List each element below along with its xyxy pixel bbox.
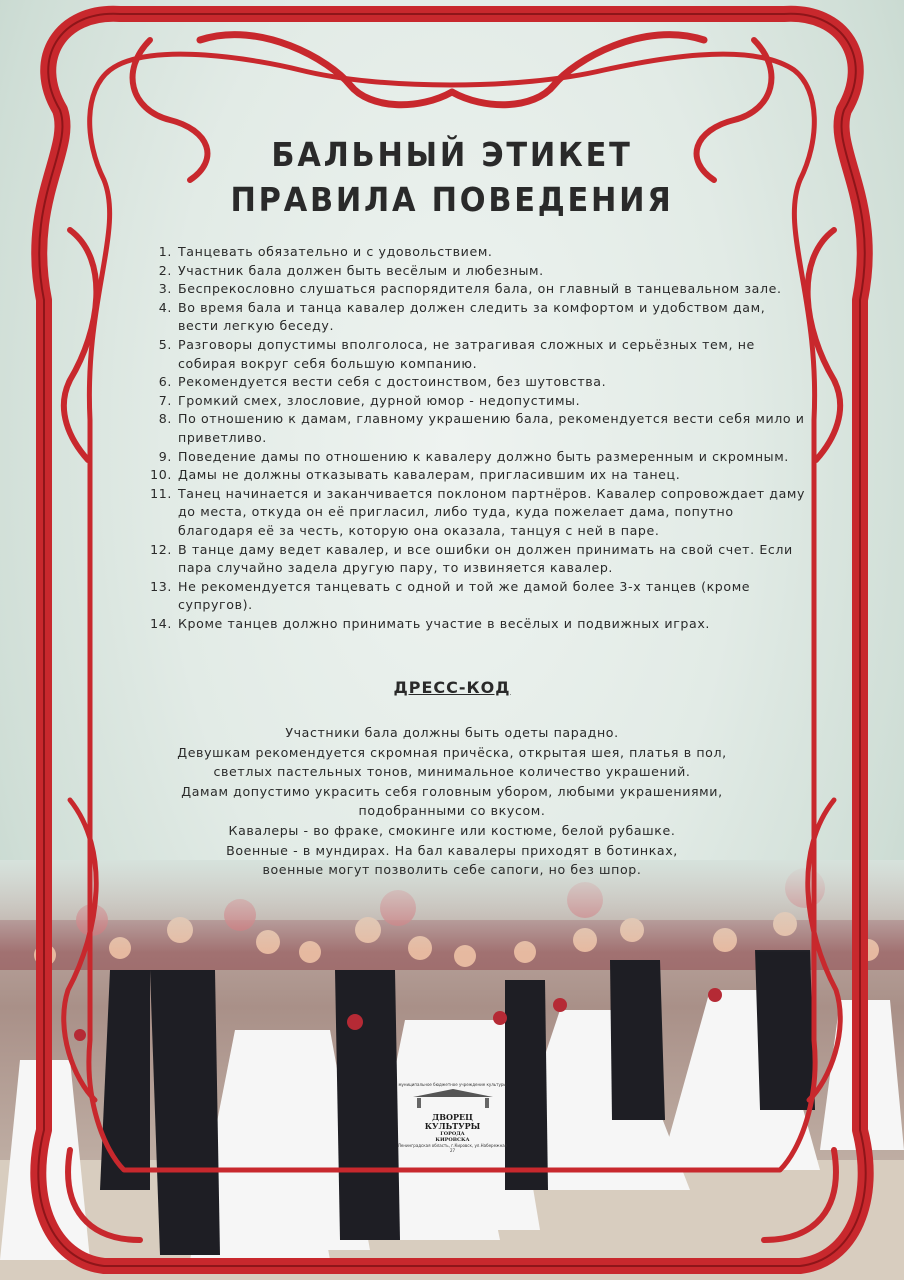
rule-text: Беспрекословно слушаться распорядителя бала, он главный в танцевальном зале. (178, 281, 782, 297)
logo-caption-bottom: Ленинградская область, г.Кировск, ул.Набережная 27 (397, 1143, 508, 1153)
rule-item (140, 485, 810, 541)
palace-of-culture-logo (395, 1082, 510, 1162)
title-line-2: ПРАВИЛА ПОВЕДЕНИЯ (230, 180, 674, 219)
rule-number: 8. (158, 411, 172, 427)
rule-number: 4. (158, 299, 172, 315)
colonnade-icon (403, 1087, 503, 1109)
dress-code-line: Кавалеры - во фраке, смокинге или костюме, белой рубашке. (228, 822, 676, 838)
rule-item (140, 299, 810, 336)
rule-text: Во время бала и танца кавалер должен следить за комфортом и удобством дам, вести легкую беседу. (178, 299, 766, 334)
dress-code-line: Дамам допустимо украсить себя головным убором, любыми украшениями, (181, 783, 723, 799)
dress-code-line: подобранными со вкусом. (358, 803, 546, 819)
dress-code-line: Военные - в мундирах. На бал кавалеры приходят в ботинках, (226, 842, 678, 858)
rule-item (140, 336, 810, 373)
rule-item (140, 615, 810, 634)
dress-code-line: Участники бала должны быть одеты парадно. (285, 725, 619, 740)
rule-number: 9. (158, 448, 172, 464)
rule-item (140, 392, 810, 411)
logo-name-3: ГОРОДА (440, 1131, 465, 1137)
dress-code-line: Девушкам рекомендуется скромная причёска, открытая шея, платья в пол, (177, 744, 727, 760)
rule-number: 14. (150, 615, 172, 631)
rule-item (140, 466, 810, 485)
rule-text: Танец начинается и заканчивается поклоном партнёров. Кавалер сопровождает даму до места, откуда он её пригласил, либо туда, куда пожелает дама, попутно благодаря её за честь, которую она оказала, танцуя с ней в паре. (178, 485, 806, 538)
rule-text: Поведение дамы по отношению к кавалеру должно быть размеренным и скромным. (178, 448, 789, 464)
rule-number: 12. (150, 541, 172, 557)
rule-text: Участник бала должен быть весёлым и любезным. (178, 262, 544, 278)
logo-name-4: КИРОВСКА (435, 1137, 470, 1143)
rule-number: 3. (158, 281, 172, 297)
rule-number: 13. (150, 578, 172, 594)
rule-item (140, 410, 810, 447)
rule-item (140, 280, 810, 299)
rule-item (140, 448, 810, 467)
rule-text: По отношению к дамам, главному украшению бала, рекомендуется вести себя мило и приветливо. (178, 411, 805, 445)
rule-text: Не рекомендуется танцевать с одной и той же дамой более 3-х танцев (кроме супругов). (178, 578, 751, 613)
rule-number: 6. (158, 374, 172, 390)
logo-name-1: ДВОРЕЦ (432, 1112, 473, 1122)
dress-code-text (150, 723, 754, 880)
rule-item (140, 578, 810, 615)
rule-number: 11. (150, 485, 172, 501)
rule-item (140, 262, 810, 281)
title-line-1: БАЛЬНЫЙ ЭТИКЕТ (271, 135, 633, 174)
dress-code-line: военные могут позволить себе сапоги, но без шпор. (262, 862, 642, 878)
rule-text: Дамы не должны отказывать кавалерам, пригласившим их на танец. (178, 467, 681, 483)
rule-item (140, 373, 810, 392)
rule-number: 5. (158, 336, 172, 352)
rule-text: Разговоры допустимы вполголоса, не затрагивая сложных и серьёзных тем, не собирая вокруг себя большую компанию. (178, 336, 755, 371)
logo-name-2: КУЛЬТУРЫ (424, 1121, 481, 1131)
rule-text: Танцевать обязательно и с удовольствием. (178, 244, 493, 259)
rule-number: 1. (158, 244, 172, 259)
rule-number: 7. (158, 392, 172, 408)
rule-text: В танце даму ведет кавалер, и все ошибки он должен принимать на свой счет. Если пара случайно задела другую пару, то извиняется кавалер. (178, 541, 793, 576)
rule-text: Громкий смех, злословие, дурной юмор - недопустимы. (178, 392, 581, 408)
rule-text: Рекомендуется вести себя с достоинством, без шутовства. (178, 374, 607, 390)
logo-caption-top: муниципальное бюджетное учреждение культуры (398, 1082, 507, 1087)
rule-item (140, 541, 810, 578)
rule-text: Кроме танцев должно принимать участие в весёлых и подвижных играх. (178, 615, 710, 631)
dress-code-heading: ДРЕСС-КОД (393, 678, 511, 697)
rule-number: 10. (150, 467, 172, 483)
rule-item (140, 243, 810, 262)
rule-number: 2. (158, 262, 172, 278)
dress-code-line: светлых пастельных тонов, минимальное количество украшений. (213, 764, 691, 780)
rules-list (140, 243, 810, 633)
